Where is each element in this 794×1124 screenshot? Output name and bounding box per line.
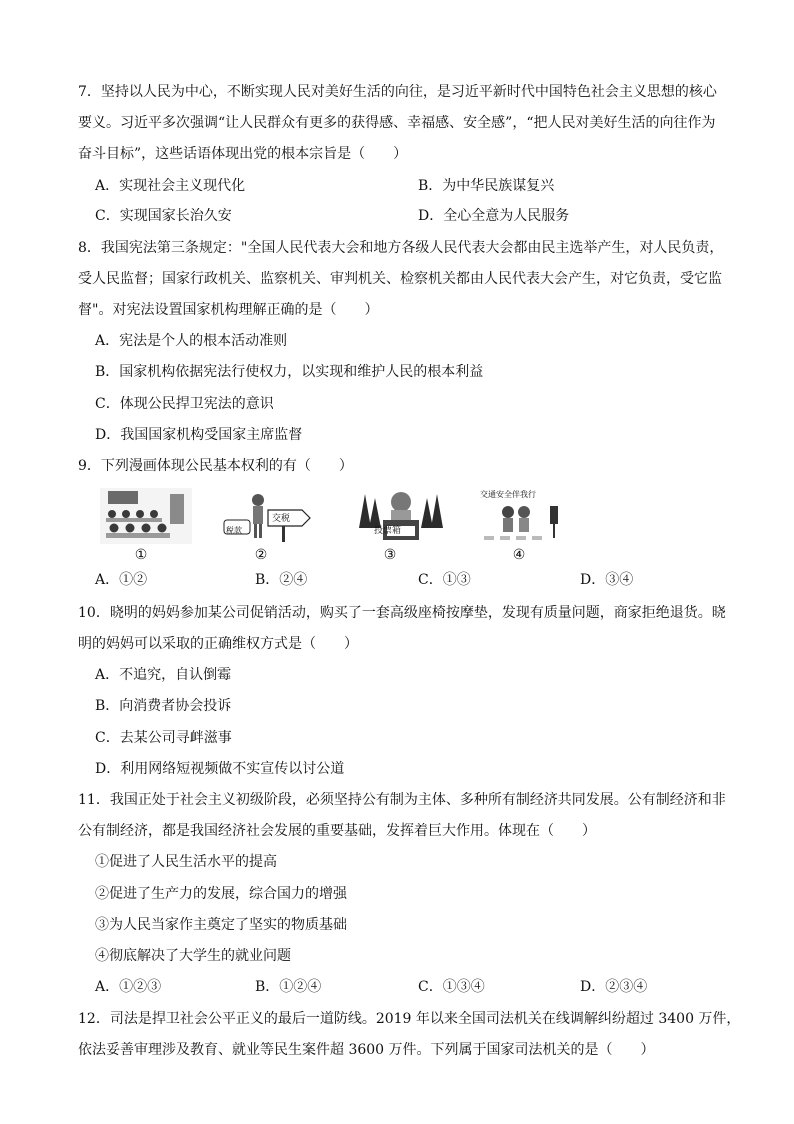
q8-option-c: C．体现公民捍卫宪法的意识 [95,396,274,412]
q11-statement-1: ①促进了人民生活水平的提高 [95,854,277,870]
q9-picture-label-4: ④ [512,547,526,563]
q9-option-c: C．①③ [418,572,471,588]
q10-option-d: D．利用网络短视频做不实宣传以讨公道 [95,761,345,777]
q8-line-3: 督"。对宪法设置国家机构理解正确的是（ ） [78,302,379,318]
q7-line-3: 奋斗目标”，这些话语体现出党的根本宗旨是（ ） [78,146,408,162]
q12-line-2: 依法妥善审理涉及教育、就业等民生案件超 3600 万件。下列属于国家司法机关的是（ ） [78,1042,655,1058]
q11-line-2: 公有制经济，都是我国经济社会发展的重要基础，发挥着巨大作用。体现在（ ） [78,823,596,839]
q9-picture-label-1: ① [134,547,148,563]
q11-option-d: D．②③④ [580,979,648,995]
q7-line-2: 要义。习近平多次强调“让人民群众有更多的获得感、幸福感、安全感”，“把人民对美好生活的向往作为 [78,115,716,131]
q9-picture-classroom [100,488,192,544]
q9-option-d: D．③④ [580,572,634,588]
q7-line-1: 7．坚持以人民为中心，不断实现人民对美好生活的向往，是习近平新时代中国特色社会主义思想的核心 [78,84,717,100]
q10-option-a: A．不追究，自认倒霉 [95,667,232,683]
q8-option-b: B．国家机构依据宪法行使权力，以实现和维护人民的根本利益 [95,364,484,380]
q8-line-2: 受人民监督；国家行政机关、监察机关、审判机关、检察机关都由人民代表大会产生，对它负责，受它监 [78,271,722,287]
q9-picture-label-2: ② [254,547,268,563]
q11-statement-3: ③为人民当家作主奠定了坚实的物质基础 [95,917,347,933]
q9-bag-tax-text: 税款 [226,526,242,535]
q8-option-d: D．我国国家机构受国家主席监督 [95,427,303,443]
q10-option-b: B．向消费者协会投诉 [95,698,232,714]
q9-line: 9．下列漫画体现公民基本权利的有（ ） [78,458,353,474]
q9-traffic-safety-text: 交通安全伴我行 [480,490,536,499]
q11-option-a: A．①②③ [95,979,162,995]
q10-line-2: 明的妈妈可以采取的正确维权方式是（ ） [78,636,358,652]
q7-option-a: A．实现社会主义现代化 [95,178,246,194]
q11-line-1: 11．我国正处于社会主义初级阶段，必须坚持公有制为主体、多种所有制经济共同发展。公有制经济和非 [78,792,726,808]
q9-ballot-box-text: 投票箱 [374,526,402,536]
q11-statement-2: ②促进了生产力的发展，综合国力的增强 [95,886,347,902]
q10-option-c: C．去某公司寻衅滋事 [95,730,232,746]
q9-option-b: B．②④ [255,572,308,588]
q9-picture-label-3: ③ [383,547,397,563]
q7-option-c: C．实现国家长治久安 [95,208,232,224]
q11-option-c: C．①③④ [418,979,485,995]
q7-option-b: B．为中华民族谋复兴 [418,178,555,194]
q9-sign-tax-text: 交税 [272,514,291,524]
q11-statement-4: ④彻底解决了大学生的就业问题 [95,948,291,964]
q8-line-1: 8．我国宪法第三条规定："全国人民代表大会和地方各级人民代表大会都由民主选举产生，对人民负责， [78,240,724,256]
q12-line-1: 12．司法是捍卫社会公平正义的最后一道防线。2019 年以来全国司法机关在线调解纠纷超过 3400 万件， [78,1011,741,1027]
q7-option-d: D．全心全意为人民服务 [418,208,570,224]
q10-line-1: 10．晓明的妈妈参加某公司促销活动，购买了一套高级座椅按摩垫，发现有质量问题，商家拒绝退货。晓 [78,605,726,621]
q8-option-a: A．宪法是个人的根本活动准则 [95,333,288,349]
q9-option-a: A．①② [95,572,148,588]
q11-option-b: B．①②④ [255,979,322,995]
